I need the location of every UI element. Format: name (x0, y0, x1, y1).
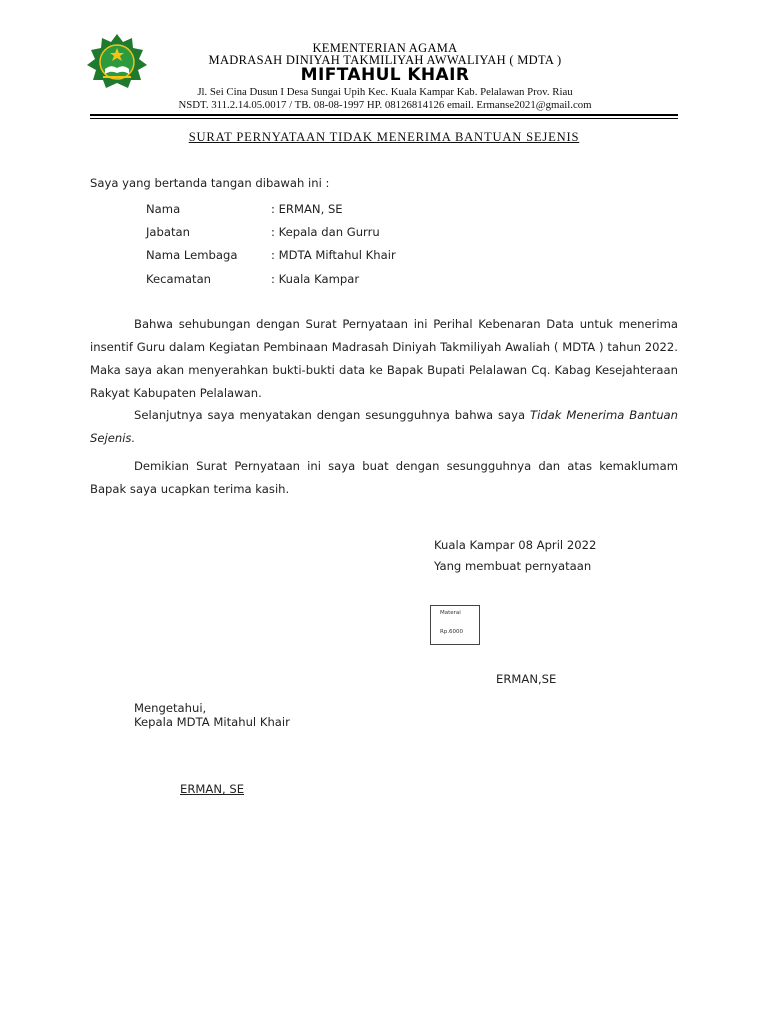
field-label-nama-lembaga: Nama Lembaga (146, 248, 238, 262)
letterhead-divider-thin (90, 118, 678, 119)
letterhead-divider-thick (90, 114, 678, 116)
acknowledger-title: Kepala MDTA Mitahul Khair (134, 715, 290, 729)
paragraph-2-text: Selanjutnya saya menyatakan dengan sesungguhnya bahwa saya (134, 408, 531, 422)
acknowledger-name: ERMAN, SE (180, 782, 245, 796)
acknowledged-label: Mengetahui, (134, 701, 207, 715)
school-address: Jl. Sei Cina Dusun I Desa Sungai Upih Kec. Kuala Kampar Kab. Pelalawan Prov. Riau (197, 86, 573, 98)
paragraph-2-emphasis: Tidak Menerima Bantuan Sejenis. (90, 408, 679, 445)
intro-text: Saya yang bertanda tangan dibawah ini : (90, 176, 330, 190)
ministry-name: KEMENTERIAN AGAMA (312, 41, 458, 55)
stamp-value: Rp.6000 (440, 629, 464, 635)
paragraph-3-text: Demikian Surat Pernyataan ini saya buat dengan sesungguhnya dan atas kemaklumam Bapak saya ucapkan terima kasih. (90, 459, 678, 496)
document-title: SURAT PERNYATAAN TIDAK MENERIMA BANTUAN SEJENIS (188, 130, 580, 144)
place-date: Kuala Kampar 08 April 2022 (434, 538, 597, 552)
statement-maker-label: Yang membuat pernyataan (434, 559, 592, 573)
stamp-label: Materai (440, 610, 461, 616)
field-value-nama-lembaga: : MDTA Miftahul Khair (271, 248, 396, 262)
field-value-kecamatan: : Kuala Kampar (271, 272, 360, 286)
duty-stamp-box (430, 605, 480, 645)
paragraph-3 (90, 455, 678, 501)
school-contact: NSDT. 311.2.14.05.0017 / TB. 08-08-1997 HP. 08126814126 email. Ermanse2021@gmail.com (178, 99, 592, 111)
institution-name: MADRASAH DINIYAH TAKMILIYAH AWWALIYAH ( MDTA ) (208, 53, 562, 67)
kemenag-logo-icon (86, 33, 148, 89)
field-label-nama: Nama (146, 202, 181, 216)
paragraph-1-text: Bahwa sehubungan dengan Surat Pernyataan ini Perihal Kebenaran Data untuk menerima insentif Guru dalam Kegiatan Pembinaan Madrasah Diniyah Takmiliyah Awaliah ( MDTA ) tahun 2022. Maka saya akan menyerahkan bukti-bukti data ke Bapak Bupati Pelalawan Cq. Kabag Kesejahteraan Rakyat Kabupaten Pelalawan. (90, 317, 678, 400)
field-value-nama: : ERMAN, SE (271, 202, 343, 216)
signer-name: ERMAN,SE (496, 672, 557, 686)
paragraph-1 (90, 313, 678, 405)
school-name: MIFTAHUL KHAIR (300, 65, 470, 85)
field-label-jabatan: Jabatan (146, 225, 190, 239)
paragraph-2 (90, 404, 678, 450)
field-value-jabatan: : Kepala dan Gurru (271, 225, 380, 239)
field-label-kecamatan: Kecamatan (146, 272, 212, 286)
